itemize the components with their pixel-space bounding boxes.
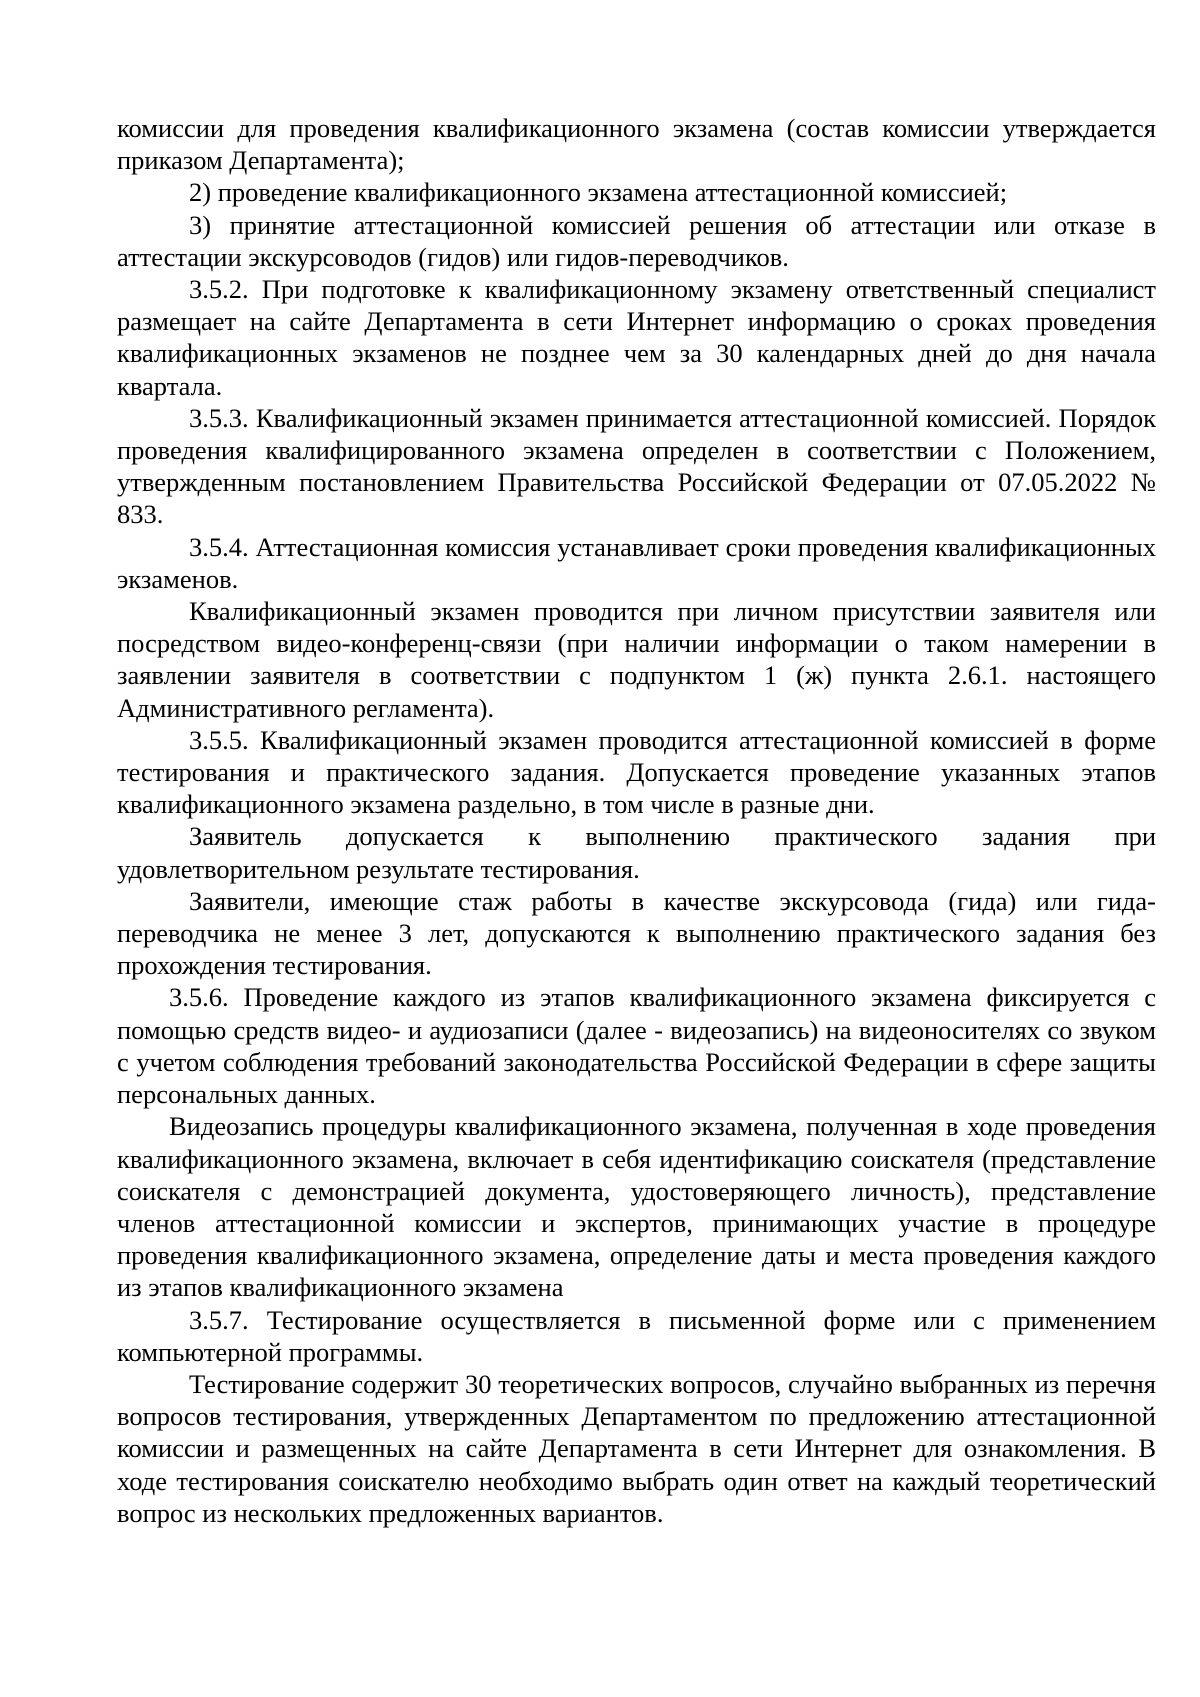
paragraph-exam-attendance: Квалификационный экзамен проводится при личном присутствии заявителя или посредством видео-конференц-связи (при наличии информации о таком намерении в заявлении заявителя в соответствии с подпунктом 1 (ж) пункта 2.6.1. настоящего Административного регламента). <box>117 596 1156 723</box>
paragraph-3-5-4: 3.5.4. Аттестационная комиссия устанавливает сроки проведения квалификационных экзаменов. <box>117 531 1156 594</box>
document-page <box>117 112 1156 1529</box>
paragraph-item-3: 3) принятие аттестационной комиссией решения об аттестации или отказе в аттестации экскурсоводов (гидов) или гидов-переводчиков. <box>117 209 1156 272</box>
paragraph-3-5-2: 3.5.2. При подготовке к квалификационному экзамену ответственный специалист размещает на сайте Департамента в сети Интернет информацию о сроках проведения квалификационных экзаменов не позднее чем за 30 календарных дней до дня начала квартала. <box>117 274 1156 401</box>
paragraph-experienced-applicants: Заявители, имеющие стаж работы в качестве экскурсовода (гида) или гида-переводчика не менее 3 лет, допускаются к выполнению практического задания без прохождения тестирования. <box>117 885 1156 981</box>
paragraph-video-recording: Видеозапись процедуры квалификационного экзамена, полученная в ходе проведения квалификационного экзамена, включает в себя идентификацию соискателя (представление соискателя с демонстрацией документа, удостоверяющего личность), представление членов аттестационной комиссии и экспертов, принимающих участие в процедуре проведения квалификационного экзамена, определение даты и места проведения каждого из этапов квалификационного экзамена <box>117 1111 1156 1303</box>
paragraph-testing-content: Тестирование содержит 30 теоретических вопросов, случайно выбранных из перечня вопросов тестирования, утвержденных Департаментом по предложению аттестационной комиссии и размещенных на сайте Департамента в сети Интернет для ознакомления. В ходе тестирования соискателю необходимо выбрать один ответ на каждый теоретический вопрос из нескольких предложенных вариантов. <box>117 1368 1156 1528</box>
paragraph-commission-composition: комиссии для проведения квалификационного экзамена (состав комиссии утверждается приказом Департамента); <box>117 113 1156 176</box>
paragraph-3-5-6: 3.5.6. Проведение каждого из этапов квалификационного экзамена фиксируется с помощью средств видео- и аудиозаписи (далее - видеозапись) на видеоносителях со звуком с учетом соблюдения требований законодательства Российской Федерации в сфере защиты персональных данных. <box>117 982 1156 1110</box>
paragraph-admission-practical: Заявитель допускается к выполнению практического задания при удовлетворительном результате тестирования. <box>117 821 1156 884</box>
paragraph-3-5-3: 3.5.3. Квалификационный экзамен принимается аттестационной комиссией. Порядок проведения квалифицированного экзамена определен в соответствии с Положением, утвержденным постановлением Правительства Российской Федерации от 07.05.2022 № 833. <box>117 402 1156 530</box>
paragraph-3-5-5: 3.5.5. Квалификационный экзамен проводится аттестационной комиссией в форме тестирования и практического задания. Допускается проведение указанных этапов квалификационного экзамена раздельно, в том числе в разные дни. <box>117 724 1156 820</box>
paragraph-3-5-7: 3.5.7. Тестирование осуществляется в письменной форме или с применением компьютерной программы. <box>117 1304 1156 1367</box>
paragraph-item-2: 2) проведение квалификационного экзамена аттестационной комиссией; <box>189 177 1008 208</box>
